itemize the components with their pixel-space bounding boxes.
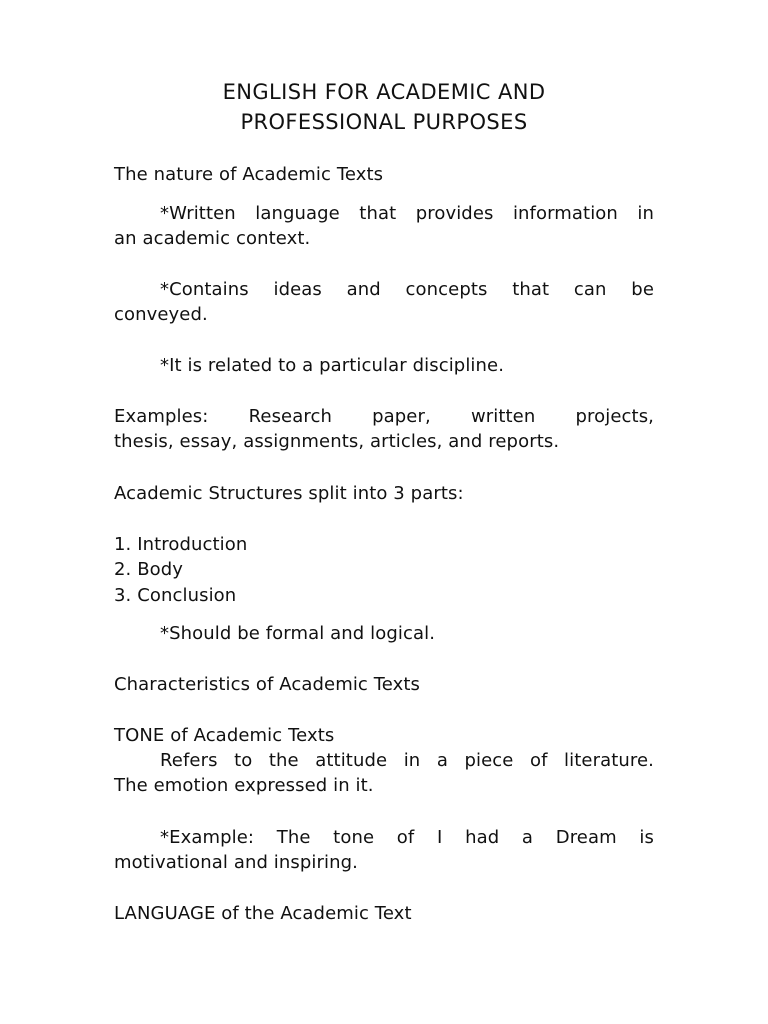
tone-definition-line-1: Refers to the attitude in a piece of literature. [160,750,654,771]
structures-heading: Academic Structures split into 3 parts: [114,483,464,504]
document-title-line-1: ENGLISH FOR ACADEMIC AND [222,80,546,104]
nature-point-2-line-1: *Contains ideas and concepts that can be [160,279,654,300]
tone-definition-line-2: The emotion expressed in it. [114,775,374,796]
nature-point-1-line-1: *Written language that provides information in [160,203,654,224]
structure-part-2: 2. Body [114,559,184,580]
nature-point-1-line-2: an academic context. [114,228,311,249]
tone-example-line-1: *Example: The tone of I had a Dream is [160,827,654,848]
tone-example-line-2: motivational and inspiring. [114,852,358,873]
nature-point-3: *It is related to a particular discipline. [160,355,505,376]
nature-heading: The nature of Academic Texts [114,164,384,185]
document-title-line-2: PROFESSIONAL PURPOSES [240,110,528,134]
structure-part-3: 3. Conclusion [114,585,237,606]
nature-point-2-line-2: conveyed. [114,304,208,325]
formal-note: *Should be formal and logical. [160,623,436,644]
structure-part-1: 1. Introduction [114,534,248,555]
language-heading: LANGUAGE of the Academic Text [114,903,412,924]
examples-line-1: Examples: Research paper, written projects, [114,406,654,427]
characteristics-heading: Characteristics of Academic Texts [114,674,421,695]
examples-line-2: thesis, essay, assignments, articles, and reports. [114,431,560,452]
tone-heading: TONE of Academic Texts [114,725,335,746]
